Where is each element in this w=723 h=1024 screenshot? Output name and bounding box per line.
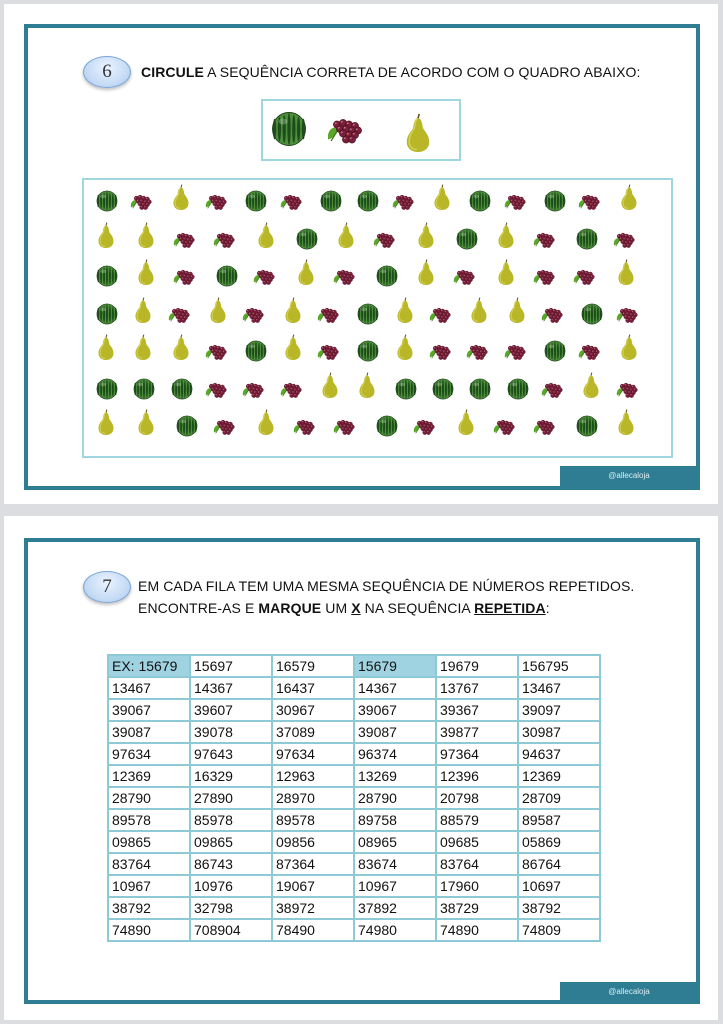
instr-part: ENCONTRE-AS E xyxy=(138,600,259,616)
sequence-cell[interactable]: 39607 xyxy=(191,700,271,720)
watermelon-icon xyxy=(544,340,566,362)
grapes-icon xyxy=(332,265,360,287)
watermelon-icon xyxy=(133,378,155,400)
table-row xyxy=(109,832,599,852)
fruit-grid xyxy=(82,178,673,458)
credit-label: @allecaloja xyxy=(560,466,698,486)
sequence-cell[interactable]: 19067 xyxy=(273,876,353,896)
sequence-cell[interactable]: 39087 xyxy=(355,722,435,742)
grapes-icon xyxy=(612,228,640,250)
grapes-icon xyxy=(492,415,520,437)
grapes-icon xyxy=(412,415,440,437)
sequence-cell[interactable]: 19679 xyxy=(437,656,517,676)
exercise-number-badge: 7 xyxy=(83,571,131,603)
sequence-cell[interactable]: 12396 xyxy=(437,766,517,786)
instr-part: UM xyxy=(321,600,352,616)
grapes-icon xyxy=(540,378,568,400)
pear-icon xyxy=(136,409,156,436)
watermelon-icon xyxy=(507,378,529,400)
watermelon-icon xyxy=(581,303,603,325)
sequence-cell[interactable]: 78490 xyxy=(273,920,353,940)
watermelon-icon xyxy=(320,190,342,212)
pear-icon xyxy=(619,184,639,211)
sequence-cell[interactable]: 16329 xyxy=(191,766,271,786)
sequence-cell[interactable]: 14367 xyxy=(355,678,435,698)
sequence-cell[interactable]: 86764 xyxy=(519,854,599,874)
instr-part: : xyxy=(545,600,550,616)
table-row xyxy=(109,788,599,808)
sequence-cell[interactable]: 28709 xyxy=(519,788,599,808)
sequence-cell[interactable]: 97634 xyxy=(109,744,189,764)
exercise-number-badge: 6 xyxy=(83,56,131,88)
instr-bold-repetida: REPETIDA xyxy=(474,600,546,616)
grapes-icon xyxy=(172,228,200,250)
grapes-icon xyxy=(532,228,560,250)
grapes-icon xyxy=(316,303,344,325)
sequence-cell[interactable]: 05869 xyxy=(519,832,599,852)
watermelon-icon xyxy=(357,190,379,212)
watermelon-icon xyxy=(357,303,379,325)
grapes-icon xyxy=(279,190,307,212)
pear-icon xyxy=(96,334,116,361)
pear-icon xyxy=(581,372,601,399)
pear-icon xyxy=(296,259,316,286)
grapes-icon xyxy=(391,190,419,212)
grapes-icon xyxy=(428,340,456,362)
instr-part: NA SEQUÊNCIA xyxy=(360,600,475,616)
sequence-cell[interactable]: 38792 xyxy=(519,898,599,918)
sequence-cell[interactable]: 83674 xyxy=(355,854,435,874)
sequence-cell[interactable]: 39087 xyxy=(109,722,189,742)
sequence-cell[interactable]: 28790 xyxy=(355,788,435,808)
sequence-cell[interactable]: 08965 xyxy=(355,832,435,852)
pear-icon xyxy=(507,297,527,324)
sequence-cell[interactable]: 39367 xyxy=(437,700,517,720)
sequence-cell[interactable]: 09865 xyxy=(109,832,189,852)
sequence-cell[interactable]: 12963 xyxy=(273,766,353,786)
grapes-icon xyxy=(212,415,240,437)
sequence-cell[interactable]: 16579 xyxy=(273,656,353,676)
grapes-icon xyxy=(465,340,493,362)
table-row xyxy=(109,656,599,676)
grapes-icon xyxy=(292,415,320,437)
watermelon-icon xyxy=(96,378,118,400)
sequence-cell[interactable]: 32798 xyxy=(191,898,271,918)
sequence-cell[interactable]: 708904 xyxy=(191,920,271,940)
watermelon-icon xyxy=(176,415,198,437)
pear-icon xyxy=(96,222,116,249)
sequence-cell[interactable]: 85978 xyxy=(191,810,271,830)
watermelon-icon xyxy=(456,228,478,250)
pear-icon xyxy=(320,372,340,399)
sequence-cell[interactable]: 37089 xyxy=(273,722,353,742)
grapes-icon xyxy=(204,190,232,212)
table-row xyxy=(109,700,599,720)
sequence-cell[interactable]: 83764 xyxy=(437,854,517,874)
sequence-cell[interactable]: 74890 xyxy=(437,920,517,940)
sequence-cell[interactable]: 89578 xyxy=(109,810,189,830)
pear-icon xyxy=(256,222,276,249)
sequence-cell[interactable]: 94637 xyxy=(519,744,599,764)
grapes-icon xyxy=(241,303,269,325)
sequence-cell[interactable]: 10697 xyxy=(519,876,599,896)
grapes-icon xyxy=(241,378,269,400)
grapes-icon xyxy=(279,378,307,400)
sequence-cell[interactable]: 74980 xyxy=(355,920,435,940)
sequence-cell[interactable]: 97364 xyxy=(437,744,517,764)
pear-icon xyxy=(616,409,636,436)
watermelon-icon xyxy=(376,265,398,287)
sequence-cell[interactable]: 38972 xyxy=(273,898,353,918)
sequence-cell[interactable]: 13269 xyxy=(355,766,435,786)
sequence-cell[interactable]: 09865 xyxy=(191,832,271,852)
table-row xyxy=(109,722,599,742)
table-row xyxy=(109,744,599,764)
grapes-icon xyxy=(332,415,360,437)
pear-icon xyxy=(616,259,636,286)
pear-icon xyxy=(469,297,489,324)
watermelon-icon xyxy=(296,228,318,250)
sequence-cell[interactable]: 87364 xyxy=(273,854,353,874)
pear-icon xyxy=(133,297,153,324)
sequence-cell[interactable]: 30987 xyxy=(519,722,599,742)
pear-icon xyxy=(395,334,415,361)
pear-icon xyxy=(416,222,436,249)
instr-bold-x: X xyxy=(351,600,361,616)
pear-icon xyxy=(171,184,191,211)
grapes-icon xyxy=(252,265,280,287)
grapes-icon xyxy=(503,340,531,362)
sequence-cell[interactable]: 89578 xyxy=(273,810,353,830)
watermelon-icon xyxy=(432,378,454,400)
sequence-cell[interactable]: 97643 xyxy=(191,744,271,764)
credit-label: @allecaloja xyxy=(560,982,698,1002)
grapes-icon xyxy=(577,340,605,362)
sequence-cell[interactable]: 39067 xyxy=(109,700,189,720)
sequence-cell[interactable]: 16437 xyxy=(273,678,353,698)
pear-icon xyxy=(336,222,356,249)
table-row xyxy=(109,920,599,940)
pear-icon xyxy=(496,259,516,286)
sequence-cell[interactable]: 13767 xyxy=(437,678,517,698)
watermelon-icon xyxy=(271,111,307,147)
pear-icon xyxy=(136,259,156,286)
worksheet-page-7 xyxy=(4,516,718,1020)
grapes-icon xyxy=(167,303,195,325)
pear-icon xyxy=(403,113,433,154)
grapes-icon xyxy=(540,303,568,325)
sequence-cell[interactable]: 156795 xyxy=(519,656,599,676)
watermelon-icon xyxy=(376,415,398,437)
pear-icon xyxy=(357,372,377,399)
pear-icon xyxy=(496,222,516,249)
sequence-cell[interactable]: 74809 xyxy=(519,920,599,940)
sequence-cell[interactable]: 39877 xyxy=(437,722,517,742)
sequence-cell[interactable]: 37892 xyxy=(355,898,435,918)
sequence-cell[interactable]: 96374 xyxy=(355,744,435,764)
grapes-icon xyxy=(428,303,456,325)
sequence-cell[interactable]: 39067 xyxy=(355,700,435,720)
watermelon-icon xyxy=(96,190,118,212)
sequence-cell[interactable]: 10967 xyxy=(355,876,435,896)
grapes-icon xyxy=(532,415,560,437)
pear-icon xyxy=(208,297,228,324)
watermelon-icon xyxy=(96,265,118,287)
sequence-cell[interactable]: 39078 xyxy=(191,722,271,742)
grapes-icon xyxy=(204,378,232,400)
grapes-icon xyxy=(615,303,643,325)
watermelon-icon xyxy=(469,190,491,212)
sequence-cell[interactable]: 17960 xyxy=(437,876,517,896)
watermelon-icon xyxy=(544,190,566,212)
watermelon-icon xyxy=(576,228,598,250)
sequence-cell[interactable]: EX: 15679 xyxy=(109,656,189,676)
sequence-cell[interactable]: 28970 xyxy=(273,788,353,808)
sequence-cell[interactable]: 86743 xyxy=(191,854,271,874)
watermelon-icon xyxy=(245,190,267,212)
grapes-icon xyxy=(372,228,400,250)
sequence-cell[interactable]: 10976 xyxy=(191,876,271,896)
grapes-icon xyxy=(172,265,200,287)
sequence-cell[interactable]: 09856 xyxy=(273,832,353,852)
pear-icon xyxy=(96,409,116,436)
sequence-cell[interactable]: 74890 xyxy=(109,920,189,940)
grapes-icon xyxy=(204,340,232,362)
sequence-cell[interactable]: 39097 xyxy=(519,700,599,720)
sequence-cell[interactable]: 09685 xyxy=(437,832,517,852)
watermelon-icon xyxy=(576,415,598,437)
sequence-cell[interactable]: 30967 xyxy=(273,700,353,720)
pear-icon xyxy=(133,334,153,361)
sequence-cell[interactable]: 89587 xyxy=(519,810,599,830)
sequence-cell[interactable]: 15697 xyxy=(191,656,271,676)
watermelon-icon xyxy=(357,340,379,362)
table-row xyxy=(109,876,599,896)
number-sequence-table xyxy=(107,654,601,942)
pear-icon xyxy=(256,409,276,436)
grapes-icon xyxy=(577,190,605,212)
grapes-icon xyxy=(452,265,480,287)
table-row xyxy=(109,810,599,830)
sequence-cell[interactable]: 27890 xyxy=(191,788,271,808)
worksheet-page-6 xyxy=(4,4,718,504)
sequence-cell[interactable]: 15679 xyxy=(355,656,435,676)
grapes-icon xyxy=(503,190,531,212)
sequence-cell[interactable]: 38729 xyxy=(437,898,517,918)
grapes-icon xyxy=(325,111,370,147)
instruction-line-2 xyxy=(138,600,550,616)
pear-icon xyxy=(432,184,452,211)
sequence-cell[interactable]: 20798 xyxy=(437,788,517,808)
sequence-cell[interactable]: 28790 xyxy=(109,788,189,808)
sequence-cell[interactable]: 12369 xyxy=(109,766,189,786)
sequence-cell[interactable]: 83764 xyxy=(109,854,189,874)
instruction-text: A SEQUÊNCIA CORRETA DE ACORDO COM O QUADRO ABAIXO: xyxy=(203,64,641,80)
grapes-icon xyxy=(532,265,560,287)
grapes-icon xyxy=(316,340,344,362)
sequence-cell[interactable]: 14367 xyxy=(191,678,271,698)
sequence-cell[interactable]: 97634 xyxy=(273,744,353,764)
exercise-instruction xyxy=(141,64,641,80)
table-row xyxy=(109,854,599,874)
watermelon-icon xyxy=(216,265,238,287)
instr-bold-marque: MARQUE xyxy=(258,600,322,616)
sequence-cell[interactable]: 12369 xyxy=(519,766,599,786)
grapes-icon xyxy=(572,265,600,287)
grapes-icon xyxy=(212,228,240,250)
sequence-cell[interactable]: 38792 xyxy=(109,898,189,918)
sequence-cell[interactable]: 13467 xyxy=(109,678,189,698)
pear-icon xyxy=(171,334,191,361)
sequence-cell[interactable]: 13467 xyxy=(519,678,599,698)
table-row xyxy=(109,678,599,698)
watermelon-icon xyxy=(469,378,491,400)
pear-icon xyxy=(619,334,639,361)
sequence-cell[interactable]: 89758 xyxy=(355,810,435,830)
table-row xyxy=(109,766,599,786)
pear-icon xyxy=(395,297,415,324)
pear-icon xyxy=(283,297,303,324)
instruction-line-1: EM CADA FILA TEM UMA MESMA SEQUÊNCIA DE NÚMEROS REPETIDOS. xyxy=(138,578,635,594)
pear-icon xyxy=(416,259,436,286)
sequence-cell[interactable]: 88579 xyxy=(437,810,517,830)
watermelon-icon xyxy=(96,303,118,325)
table-row xyxy=(109,898,599,918)
grapes-icon xyxy=(615,378,643,400)
watermelon-icon xyxy=(171,378,193,400)
pear-icon xyxy=(283,334,303,361)
pear-icon xyxy=(136,222,156,249)
reference-sequence-box xyxy=(261,99,461,161)
sequence-cell[interactable]: 10967 xyxy=(109,876,189,896)
watermelon-icon xyxy=(395,378,417,400)
grapes-icon xyxy=(129,190,157,212)
watermelon-icon xyxy=(245,340,267,362)
instruction-bold: CIRCULE xyxy=(141,64,204,80)
pear-icon xyxy=(456,409,476,436)
